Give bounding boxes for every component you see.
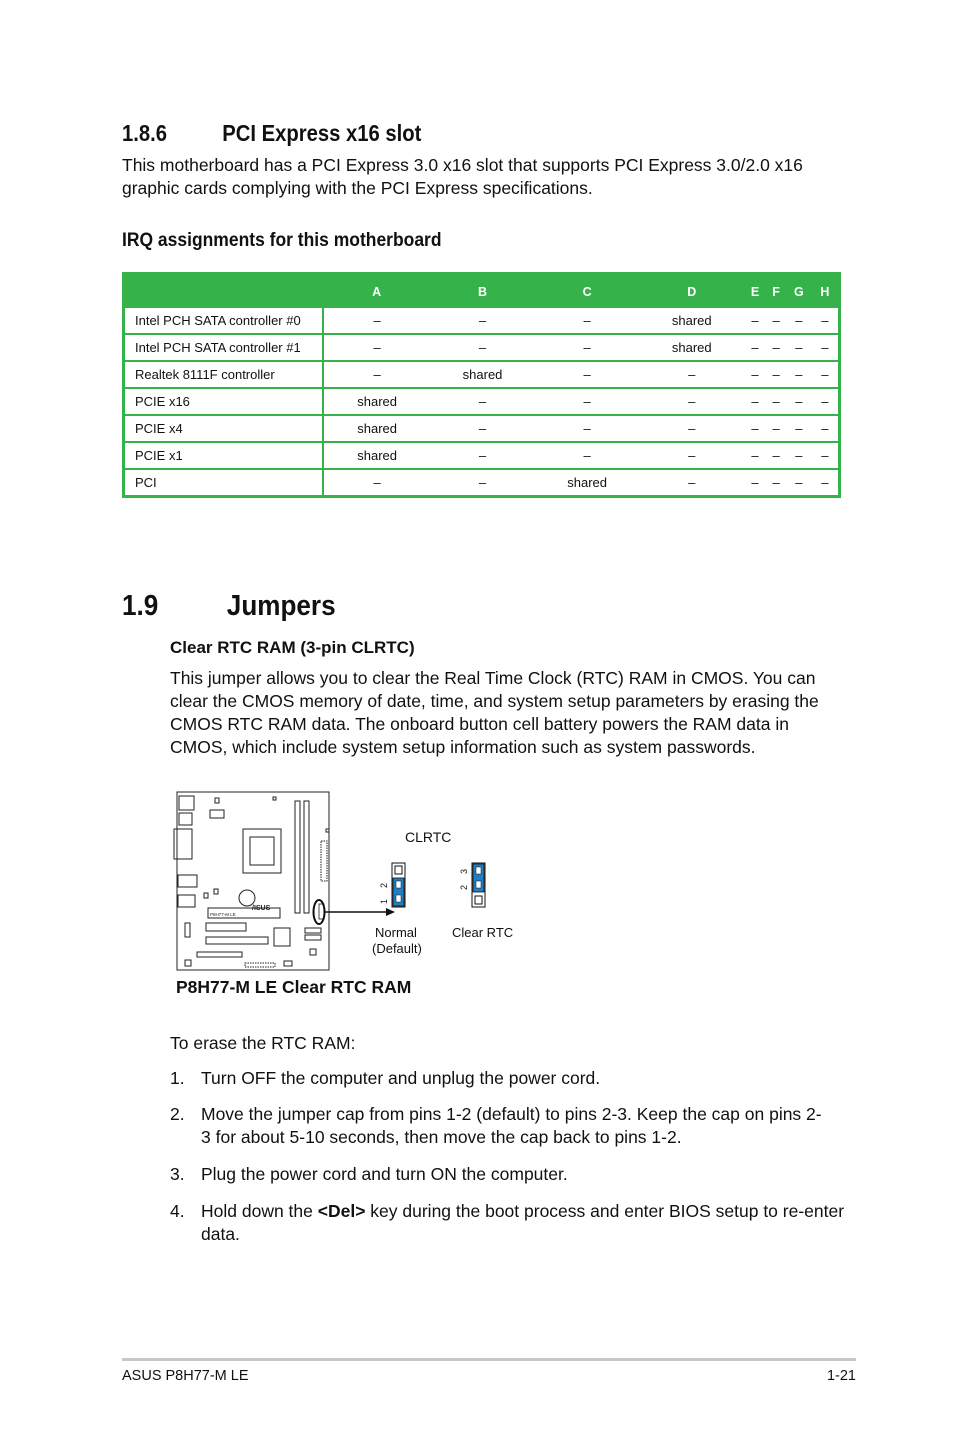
section-number: 1.9	[122, 590, 159, 622]
step-text: Turn OFF the computer and unplug the power cord.	[201, 1068, 601, 1088]
irq-cell: –	[786, 308, 812, 334]
section-number: 1.8.6	[122, 120, 168, 146]
steps-intro: To erase the RTC RAM:	[170, 1033, 356, 1053]
step-text: Plug the power cord and turn ON the computer.	[201, 1164, 568, 1184]
irq-cell: –	[430, 415, 535, 442]
irq-row	[124, 361, 840, 388]
step-number: 1.	[170, 1068, 185, 1088]
irq-cell: –	[535, 442, 640, 469]
irq-col-header: B	[430, 274, 535, 309]
irq-cell: shared	[430, 361, 535, 388]
irq-cell: –	[744, 361, 766, 388]
irq-cell: –	[786, 469, 812, 497]
irq-cell: –	[430, 469, 535, 497]
irq-cell: –	[744, 388, 766, 415]
section-heading-1-9	[122, 590, 336, 623]
irq-cell: –	[786, 334, 812, 361]
irq-cell: –	[639, 415, 744, 442]
irq-col-header: H	[812, 274, 840, 309]
pin-label-normal-1: 1	[379, 898, 389, 904]
pointer-arrowhead	[386, 908, 395, 916]
motherboard-outline	[174, 792, 329, 970]
irq-cell: –	[766, 361, 786, 388]
footer-rule	[122, 1358, 856, 1361]
irq-cell: –	[323, 361, 430, 388]
normal-label: Normal	[375, 925, 417, 940]
footer-page-number: 1-21	[826, 1368, 856, 1384]
irq-cell: –	[786, 361, 812, 388]
irq-cell: –	[535, 415, 640, 442]
section-heading-1-8-6	[122, 120, 421, 147]
irq-row	[124, 415, 840, 442]
irq-cell: –	[639, 361, 744, 388]
irq-cell: –	[744, 334, 766, 361]
step-number: 4.	[170, 1201, 185, 1221]
irq-cell: –	[430, 334, 535, 361]
irq-device-name: PCIE x4	[124, 415, 324, 442]
irq-cell: –	[744, 415, 766, 442]
irq-row	[124, 334, 840, 361]
irq-device-name: PCI	[124, 469, 324, 497]
irq-cell: –	[323, 469, 430, 497]
irq-cell: –	[812, 469, 840, 497]
step-text: Move the jumper cap from pins 1-2 (default) to pins 2-3. Keep the cap on pins 2-3 for about 5-10 seconds, then move the cap back to pins 1-2.	[201, 1104, 822, 1147]
section-title: Jumpers	[226, 590, 336, 622]
irq-cell: –	[766, 469, 786, 497]
irq-col-header: A	[323, 274, 430, 309]
irq-cell: –	[744, 469, 766, 497]
irq-cell: –	[430, 388, 535, 415]
irq-cell: –	[744, 442, 766, 469]
pin-label-clear-2: 2	[459, 884, 469, 890]
pin-label-clear-3: 3	[459, 868, 469, 874]
irq-cell: –	[744, 308, 766, 334]
irq-cell: –	[766, 388, 786, 415]
step-number: 2.	[170, 1104, 185, 1124]
irq-cell: –	[786, 388, 812, 415]
irq-cell: shared	[323, 388, 430, 415]
irq-cell: –	[766, 442, 786, 469]
jumper-normal	[392, 863, 405, 907]
section-title: PCI Express x16 slot	[222, 120, 422, 146]
step-number: 3.	[170, 1164, 185, 1184]
irq-heading: IRQ assignments for this motherboard	[122, 230, 442, 251]
irq-cell: –	[639, 442, 744, 469]
irq-cell: –	[639, 469, 744, 497]
clrtc-diagram	[170, 785, 530, 980]
irq-row	[124, 469, 840, 497]
irq-header-blank	[124, 274, 324, 309]
figure-caption: P8H77-M LE Clear RTC RAM	[176, 977, 412, 997]
irq-cell: –	[812, 442, 840, 469]
irq-cell: –	[812, 361, 840, 388]
step-text	[201, 1200, 846, 1246]
irq-col-header: G	[786, 274, 812, 309]
jumper-clear-rtc	[472, 863, 485, 907]
irq-device-name: PCIE x1	[124, 442, 324, 469]
irq-cell: –	[535, 361, 640, 388]
pci-express-description: This motherboard has a PCI Express 3.0 x16 slot that supports PCI Express 3.0/2.0 x16 graphic cards complying with the PCI Express specifications.	[122, 155, 803, 198]
irq-row	[124, 442, 840, 469]
irq-cell: –	[430, 442, 535, 469]
irq-cell: –	[323, 334, 430, 361]
irq-cell: –	[430, 308, 535, 334]
clrtc-label: CLRTC	[405, 829, 452, 845]
irq-cell: –	[812, 388, 840, 415]
irq-cell: –	[812, 334, 840, 361]
irq-row	[124, 308, 840, 334]
irq-cell: shared	[323, 442, 430, 469]
irq-cell: –	[323, 308, 430, 334]
irq-col-header: F	[766, 274, 786, 309]
irq-cell: –	[535, 308, 640, 334]
irq-cell: –	[812, 308, 840, 334]
irq-row	[124, 388, 840, 415]
irq-cell: –	[812, 415, 840, 442]
irq-device-name: Intel PCH SATA controller #0	[124, 308, 324, 334]
irq-table	[122, 272, 841, 498]
normal-default-label: (Default)	[372, 941, 422, 956]
clear-rtc-label: Clear RTC	[452, 925, 514, 940]
irq-header-row	[124, 274, 840, 309]
clrtc-subheading: Clear RTC RAM (3-pin CLRTC)	[170, 638, 415, 657]
del-key: <Del>	[317, 1201, 366, 1221]
irq-device-name: PCIE x16	[124, 388, 324, 415]
footer-product: ASUS P8H77-M LE	[122, 1368, 249, 1384]
irq-cell: –	[535, 334, 640, 361]
irq-cell: –	[766, 308, 786, 334]
irq-cell: –	[535, 388, 640, 415]
irq-cell: shared	[639, 334, 744, 361]
irq-cell: shared	[323, 415, 430, 442]
irq-cell: –	[766, 415, 786, 442]
irq-cell: –	[766, 334, 786, 361]
irq-cell: shared	[639, 308, 744, 334]
irq-col-header: E	[744, 274, 766, 309]
asus-logo: /ISUS	[252, 905, 271, 912]
irq-cell: –	[786, 415, 812, 442]
irq-col-header: D	[639, 274, 744, 309]
pin-label-normal-2: 2	[379, 882, 389, 888]
step-text-pre: Hold down the	[201, 1201, 318, 1221]
irq-cell: shared	[535, 469, 640, 497]
clrtc-description: This jumper allows you to clear the Real Time Clock (RTC) RAM in CMOS. You can clear the CMOS memory of date, time, and system setup parameters by erasing the CMOS RTC RAM data. The onboard button cell battery powers the RAM data in CMOS, which include system setup information such as system passwords.	[170, 668, 819, 757]
irq-col-header: C	[535, 274, 640, 309]
irq-cell: –	[786, 442, 812, 469]
step-text-post: key during the boot process and enter BIOS setup to re-enter data.	[201, 1201, 845, 1244]
irq-device-name: Realtek 8111F controller	[124, 361, 324, 388]
irq-device-name: Intel PCH SATA controller #1	[124, 334, 324, 361]
board-silkscreen-label: P8H77-M LE	[210, 912, 236, 917]
irq-cell: –	[639, 388, 744, 415]
